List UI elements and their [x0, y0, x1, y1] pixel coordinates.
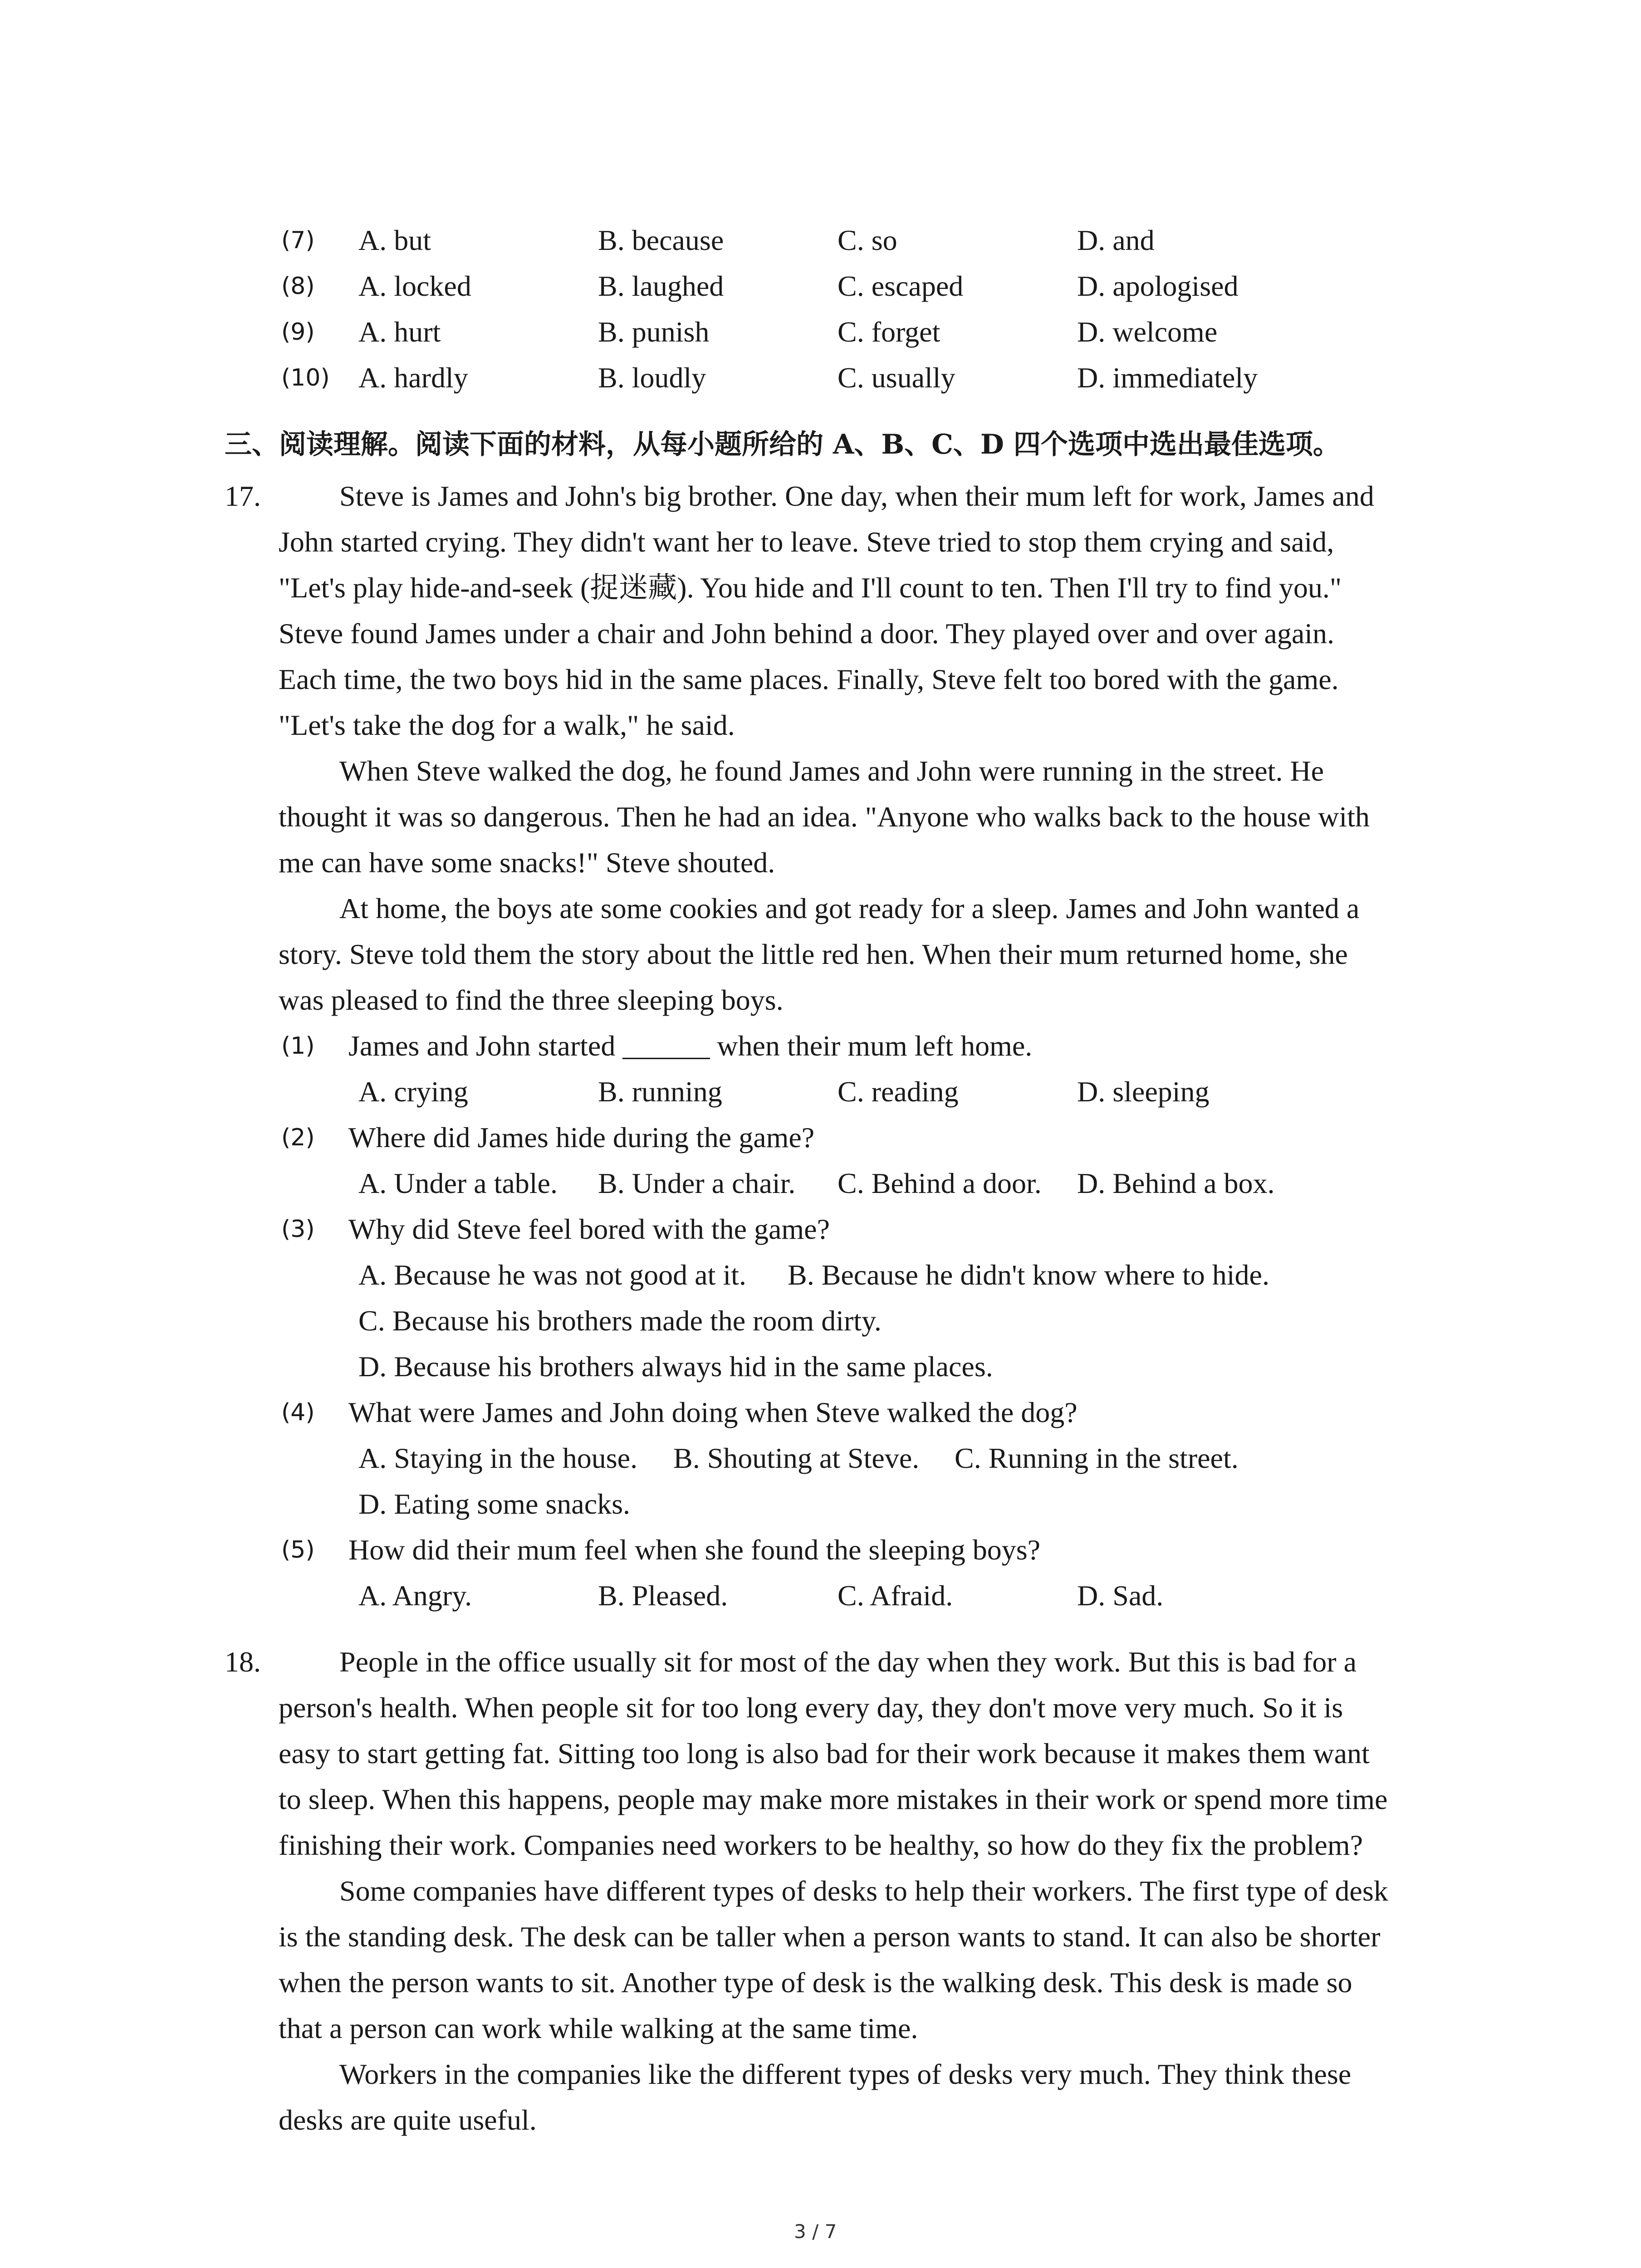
- option-d: D. Because his brothers always hid in the same places.: [358, 1350, 993, 1383]
- passage-line: "Let's play hide-and-seek (捉迷藏). You hide and I'll count to ten. Then I'll try to find you.": [279, 572, 1342, 604]
- passage-line: Each time, the two boys hid in the same places. Finally, Steve felt too bored with the game.: [279, 663, 1339, 695]
- passage-line: At home, the boys ate some cookies and got ready for a sleep. James and John wanted a: [339, 892, 1360, 924]
- question-number: (9): [281, 318, 315, 346]
- option-c: C. usually: [838, 362, 955, 394]
- passage-number: 17.: [225, 480, 261, 512]
- option-c: C. forget: [838, 316, 941, 348]
- option-d: D. sleeping: [1077, 1075, 1210, 1108]
- passage-line: John started crying. They didn't want her to leave. Steve tried to stop them crying and said,: [279, 526, 1334, 558]
- passage-line: Steve is James and John's big brother. One day, when their mum left for work, James and: [339, 480, 1374, 512]
- option-b: B. because: [598, 224, 724, 256]
- passage-line: Steve found James under a chair and John behind a door. They played over and over again.: [279, 617, 1334, 650]
- passage-line: Workers in the companies like the different types of desks very much. They think these: [339, 2058, 1352, 2090]
- question-text: Why did Steve feel bored with the game?: [348, 1213, 830, 1245]
- question-text: How did their mum feel when she found the sleeping boys?: [348, 1534, 1040, 1566]
- section-heading: 三、阅读理解。阅读下面的材料，从每小题所给的 A、B、C、D 四个选项中选出最佳选项。: [225, 429, 1340, 460]
- page-indicator: 3 / 7: [794, 2220, 837, 2243]
- passage-line: Some companies have different types of desks to help their workers. The first type of desk: [339, 1875, 1388, 1907]
- passage-line: desks are quite useful.: [279, 2104, 537, 2136]
- question-number: (2): [281, 1124, 315, 1151]
- question-text: Where did James hide during the game?: [348, 1121, 815, 1154]
- passage-line: that a person can work while walking at the same time.: [279, 2012, 918, 2044]
- passage-line: People in the office usually sit for most of the day when they work. But this is bad for a: [339, 1646, 1357, 1678]
- option-c: C. Running in the street.: [955, 1442, 1239, 1474]
- option-a: A. hurt: [358, 316, 441, 348]
- passage-line: thought it was so dangerous. Then he had an idea. "Anyone who walks back to the house with: [279, 801, 1370, 833]
- question-number: (3): [281, 1216, 315, 1243]
- option-d: D. Eating some snacks.: [358, 1488, 630, 1520]
- option-a: A. Staying in the house.: [358, 1442, 638, 1474]
- question-number: (8): [281, 273, 315, 300]
- option-b: B. Under a chair.: [598, 1167, 796, 1199]
- option-a: A. but: [358, 224, 431, 256]
- option-d: D. welcome: [1077, 316, 1218, 348]
- question-text: What were James and John doing when Steve walked the dog?: [348, 1396, 1078, 1428]
- passage-line: story. Steve told them the story about the little red hen. When their mum returned home, she: [279, 938, 1348, 970]
- question-number: (4): [281, 1399, 315, 1426]
- passage-line: person's health. When people sit for too long every day, they don't move very much. So it is: [279, 1691, 1343, 1724]
- passage-line: When Steve walked the dog, he found James and John were running in the street. He: [339, 755, 1324, 787]
- option-c: C. escaped: [838, 270, 964, 302]
- passage-line: to sleep. When this happens, people may make more mistakes in their work or spend more time: [279, 1783, 1388, 1815]
- passage-line: finishing their work. Companies need workers to be healthy, so how do they fix the problem?: [279, 1829, 1363, 1861]
- option-a: A. Angry.: [358, 1579, 472, 1612]
- question-number: (10): [281, 364, 330, 391]
- passage-number: 18.: [225, 1646, 261, 1678]
- option-a: A. hardly: [358, 362, 468, 394]
- option-b: B. running: [598, 1075, 722, 1108]
- option-d: D. Behind a box.: [1077, 1167, 1275, 1199]
- passage-line: when the person wants to sit. Another type of desk is the walking desk. This desk is made so: [279, 1966, 1352, 1999]
- option-b: B. Because he didn't know where to hide.: [788, 1259, 1269, 1291]
- option-a: A. locked: [358, 270, 471, 302]
- option-b: B. Pleased.: [598, 1579, 728, 1612]
- option-d: D. apologised: [1077, 270, 1239, 302]
- option-c: C. Afraid.: [838, 1579, 953, 1612]
- option-c: C. Behind a door.: [838, 1167, 1042, 1199]
- option-a: A. crying: [358, 1075, 468, 1108]
- option-c: C. Because his brothers made the room dirty.: [358, 1305, 882, 1337]
- option-c: C. reading: [838, 1075, 959, 1108]
- question-number: (7): [281, 227, 315, 254]
- option-a: A. Because he was not good at it.: [358, 1259, 746, 1291]
- passage-line: was pleased to find the three sleeping boys.: [279, 984, 784, 1016]
- option-b: B. loudly: [598, 362, 706, 394]
- option-a: A. Under a table.: [358, 1167, 558, 1199]
- passage-line: "Let's take the dog for a walk," he said.: [279, 709, 735, 741]
- passage-line: is the standing desk. The desk can be taller when a person wants to stand. It can also be shorter: [279, 1921, 1381, 1953]
- passage-line: me can have some snacks!" Steve shouted.: [279, 846, 775, 879]
- passage-line: easy to start getting fat. Sitting too long is also bad for their work because it makes them want: [279, 1737, 1370, 1769]
- option-b: B. punish: [598, 316, 710, 348]
- option-b: B. Shouting at Steve.: [673, 1442, 920, 1474]
- option-d: D. and: [1077, 224, 1155, 256]
- question-text: James and John started ______ when their mum left home.: [348, 1030, 1033, 1062]
- question-number: (5): [281, 1536, 315, 1564]
- question-number: (1): [281, 1032, 315, 1060]
- option-d: D. immediately: [1077, 362, 1258, 394]
- option-b: B. laughed: [598, 270, 724, 302]
- option-d: D. Sad.: [1077, 1579, 1164, 1612]
- option-c: C. so: [838, 224, 897, 256]
